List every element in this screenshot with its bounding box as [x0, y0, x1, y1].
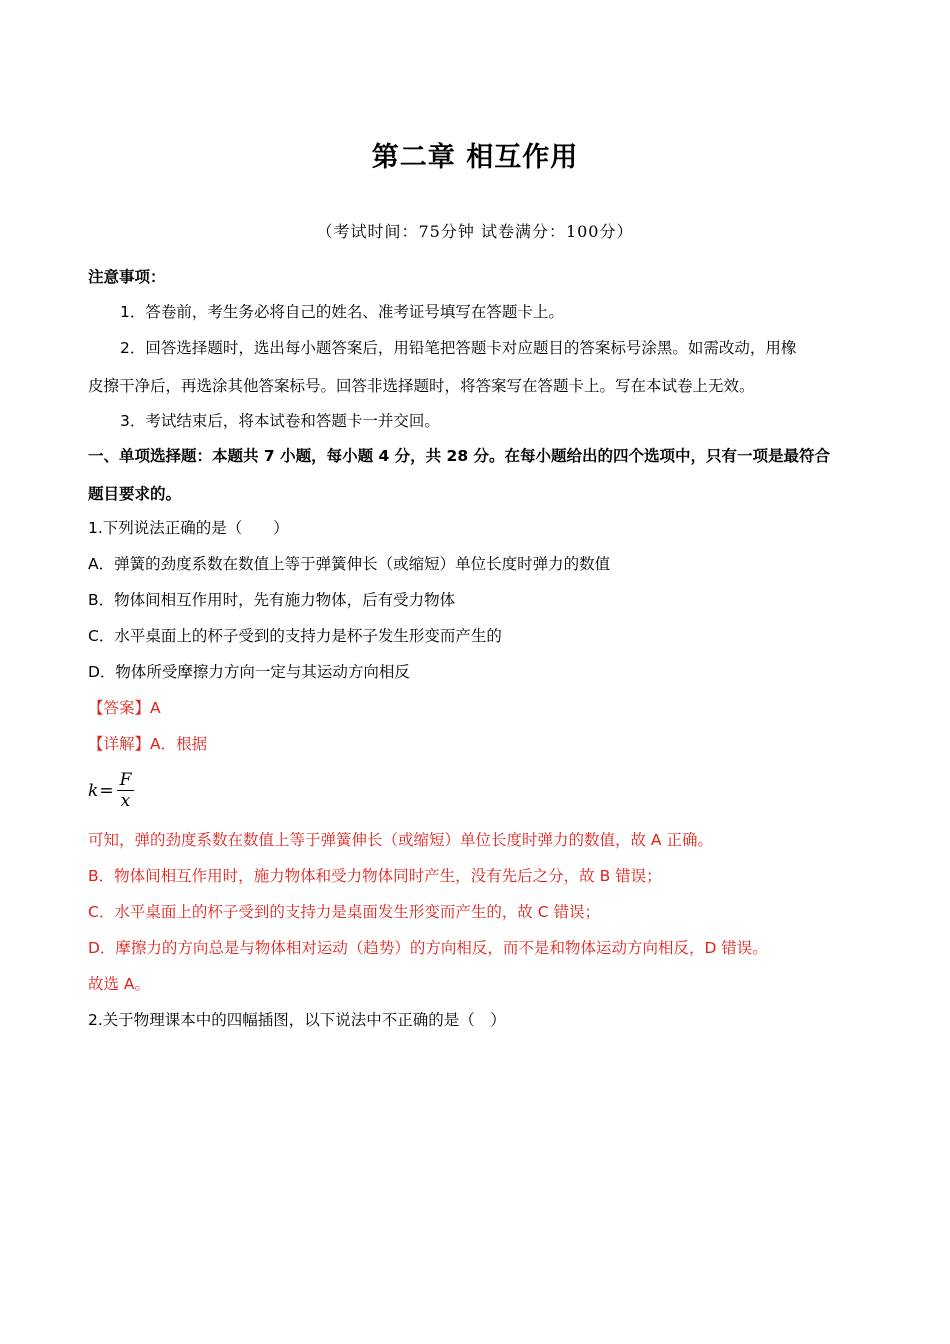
note-item-3: 3．考试结束后，将本试卷和答题卡一并交回。 [120, 412, 440, 430]
formula-equals: = [99, 780, 114, 801]
section-heading-line-1: 一、单项选择题：本题共 7 小题，每小题 4 分，共 28 分。在每小题给出的四个选项中，只有一项是最符合 [88, 447, 831, 465]
question-1-explain-a: 可知，弹的劲度系数在数值上等于弹簧伸长（或缩短）单位长度时弹力的数值，故 A 正确。 [88, 831, 713, 849]
question-1-answer: 【答案】A [88, 699, 161, 717]
formula-numerator: F [119, 770, 132, 790]
question-1-explain-b: B．物体间相互作用时，施力物体和受力物体同时产生，没有先后之分，故 B 错误； [88, 867, 662, 885]
page-title: 第二章 相互作用 [371, 142, 579, 173]
question-1-explain-c: C．水平桌面上的杯子受到的支持力是桌面发生形变而产生的，故 C 错误； [88, 903, 601, 921]
question-1-explain-d: D．摩擦力的方向总是与物体相对运动（趋势）的方向相反，而不是和物体运动方向相反，D 错误。 [88, 939, 768, 957]
section-heading-line-2: 题目要求的。 [88, 485, 182, 503]
question-1-option-a: A．弹簧的劲度系数在数值上等于弹簧伸长（或缩短）单位长度时弹力的数值 [88, 555, 611, 573]
question-1-stem: 1.下列说法正确的是（ ） [88, 519, 289, 537]
hooke-law-formula [88, 770, 134, 811]
note-item-2-line-2: 皮擦干净后，再选涂其他答案标号。回答非选择题时，将答案写在答题卡上。写在本试卷上无效。 [88, 377, 755, 395]
formula-denominator: x [120, 791, 131, 811]
formula-lhs: k [88, 780, 99, 801]
notes-heading: 注意事项： [88, 268, 166, 286]
question-1-conclusion: 故选 A。 [88, 975, 151, 993]
formula-fraction [117, 770, 135, 811]
question-1-option-d: D．物体所受摩擦力方向一定与其运动方向相反 [88, 663, 410, 681]
question-1-explain-intro: 【详解】A．根据 [88, 735, 208, 753]
question-2-stem: 2.关于物理课本中的四幅插图，以下说法中不正确的是（ ） [88, 1011, 506, 1029]
note-item-1: 1．答卷前，考生务必将自己的姓名、准考证号填写在答题卡上。 [120, 303, 564, 321]
exam-info: （考试时间：75分钟 试卷满分：100分） [316, 222, 634, 241]
question-1-option-c: C．水平桌面上的杯子受到的支持力是杯子发生形变而产生的 [88, 627, 502, 645]
note-item-2-line-1: 2．回答选择题时，选出每小题答案后，用铅笔把答题卡对应题目的答案标号涂黑。如需改动，用橡 [120, 339, 797, 357]
question-1-option-b: B．物体间相互作用时，先有施力物体，后有受力物体 [88, 591, 456, 609]
